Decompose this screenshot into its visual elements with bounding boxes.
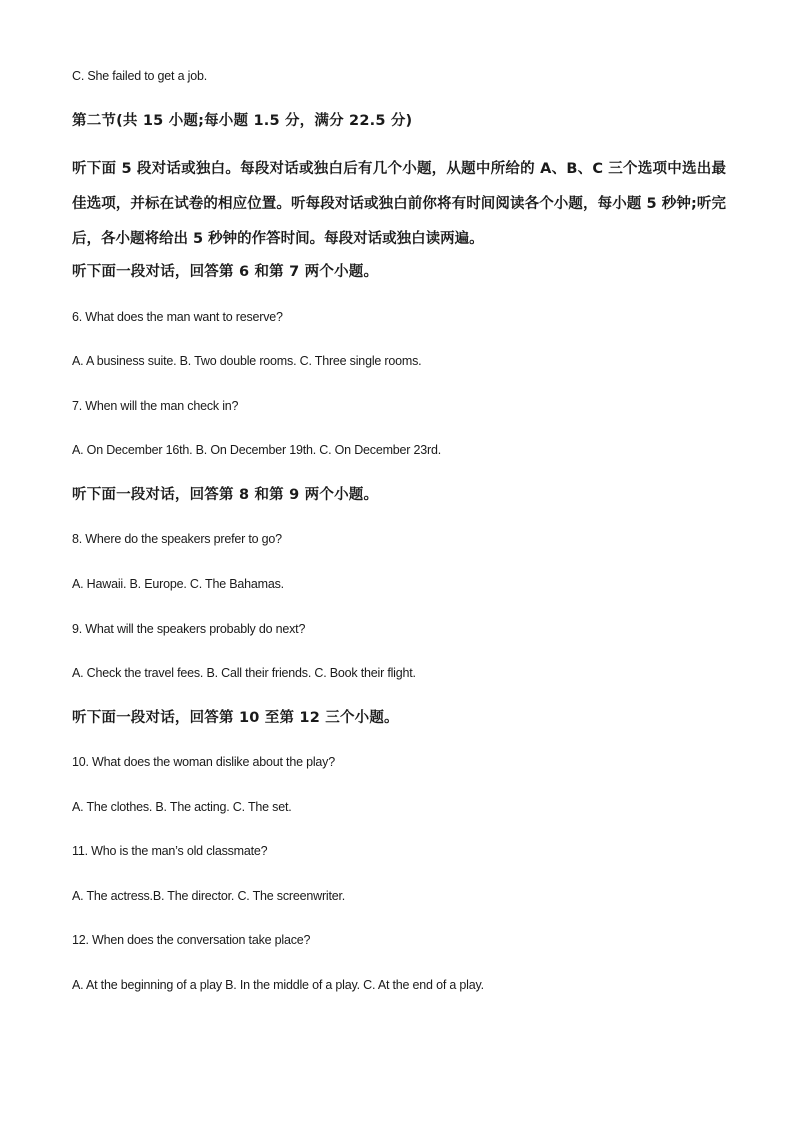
question-9: 9. What will the speakers probably do next? [72, 622, 306, 636]
question-9-options: A. Check the travel fees. B. Call their friends. C. Book their flight. [72, 666, 416, 680]
question-8-options: A. Hawaii. B. Europe. C. The Bahamas. [72, 577, 284, 591]
group-heading-1: 听下面一段对话，回答第 6 和第 7 两个小题。 [72, 264, 379, 280]
question-10-options: A. The clothes. B. The acting. C. The set. [72, 800, 292, 814]
question-8: 8. Where do the speakers prefer to go? [72, 532, 282, 546]
question-12-options: A. At the beginning of a play B. In the middle of a play. C. At the end of a play. [72, 978, 484, 992]
section-heading: 第二节(共 15 小题;每小题 1.5 分，满分 22.5 分) [72, 113, 413, 129]
group-heading-3: 听下面一段对话，回答第 10 至第 12 三个小题。 [72, 710, 399, 726]
question-11-options: A. The actress.B. The director. C. The screenwriter. [72, 889, 346, 903]
question-7-options: A. On December 16th. B. On December 19th. C. On December 23rd. [72, 443, 442, 457]
question-10: 10. What does the woman dislike about the play? [72, 755, 335, 769]
section-instructions: 听下面 5 段对话或独白。每段对话或独白后有几个小题，从题中所给的 A、B、C 三个选项中选出最佳选项，并标在试卷的相应位置。听每段对话或独白前你将有时间阅读各个小题，每小题 5 秒钟;听完后，各小题将给出 5 秒钟的作答时间。每段对话或独白读两遍。 [72, 161, 726, 247]
question-11: 11. Who is the man’s old classmate? [72, 844, 268, 858]
question-7: 7. When will the man check in? [72, 399, 239, 413]
previous-question-option: C. She failed to get a job. [72, 69, 207, 83]
question-6: 6. What does the man want to reserve? [72, 310, 283, 324]
question-12: 12. When does the conversation take place? [72, 933, 311, 947]
question-6-options: A. A business suite. B. Two double rooms. C. Three single rooms. [72, 354, 422, 368]
group-heading-2: 听下面一段对话，回答第 8 和第 9 两个小题。 [72, 487, 379, 503]
